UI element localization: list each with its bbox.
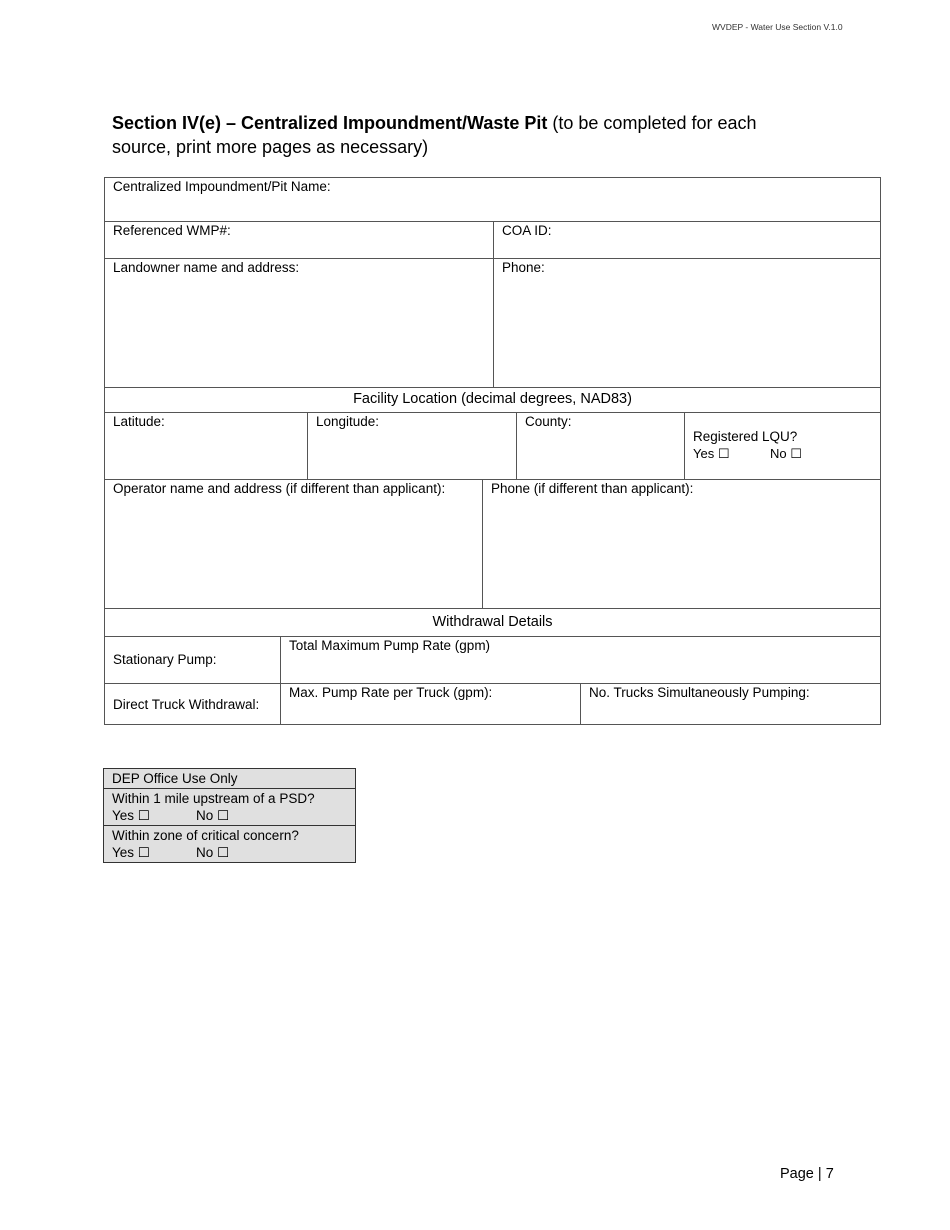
section-title-bold: Section IV(e) – Centralized Impoundment/Waste Pit <box>112 113 548 133</box>
facility-location-heading <box>104 387 881 413</box>
landowner-label: Landowner name and address: <box>113 260 300 275</box>
psd-no-checkbox[interactable]: No ☐ <box>196 808 230 823</box>
pit-name-field[interactable] <box>104 177 881 222</box>
landowner-phone-label: Phone: <box>502 260 545 275</box>
dep-office-use-box <box>103 768 356 863</box>
registered-lqu-label: Registered LQU? <box>693 429 798 444</box>
direct-truck-label: Direct Truck Withdrawal: <box>113 697 260 712</box>
longitude-label: Longitude: <box>316 414 380 429</box>
psd-yes-checkbox[interactable]: Yes ☐ <box>112 808 150 823</box>
direct-truck-cell <box>104 683 281 725</box>
critical-question-row <box>104 826 355 862</box>
header-version-note: WVDEP - Water Use Section V.1.0 <box>712 22 843 32</box>
psd-question-row <box>104 789 355 826</box>
longitude-field[interactable] <box>307 412 517 480</box>
pit-name-label: Centralized Impoundment/Pit Name: <box>113 179 331 194</box>
operator-field[interactable] <box>104 479 483 609</box>
landowner-phone-field[interactable] <box>493 258 881 388</box>
max-pump-rate-truck-label: Max. Pump Rate per Truck (gpm): <box>289 685 493 700</box>
section-title <box>112 111 812 159</box>
max-pump-rate-truck-field[interactable] <box>280 683 581 725</box>
total-max-pump-rate-label: Total Maximum Pump Rate (gpm) <box>289 638 491 653</box>
stationary-pump-label: Stationary Pump: <box>113 652 217 667</box>
psd-question: Within 1 mile upstream of a PSD? <box>112 791 315 806</box>
registered-lqu-field <box>684 412 881 480</box>
withdrawal-details-heading-text: Withdrawal Details <box>432 614 553 630</box>
latitude-field[interactable] <box>104 412 308 480</box>
trucks-simultaneous-field[interactable] <box>580 683 881 725</box>
coa-id-label: COA ID: <box>502 223 552 238</box>
critical-question: Within zone of critical concern? <box>112 828 299 843</box>
operator-phone-label: Phone (if different than applicant): <box>491 481 694 496</box>
lqu-yes-checkbox[interactable]: Yes ☐ <box>693 446 730 461</box>
landowner-field[interactable] <box>104 258 494 388</box>
critical-no-checkbox[interactable]: No ☐ <box>196 845 230 860</box>
wmp-label: Referenced WMP#: <box>113 223 231 238</box>
county-label: County: <box>525 414 572 429</box>
operator-phone-field[interactable] <box>482 479 881 609</box>
coa-id-field[interactable] <box>493 221 881 259</box>
facility-location-heading-text: Facility Location (decimal degrees, NAD83) <box>353 391 632 407</box>
operator-label: Operator name and address (if different than applicant): <box>113 481 446 496</box>
county-field[interactable] <box>516 412 685 480</box>
office-use-heading: DEP Office Use Only <box>104 769 355 789</box>
trucks-simultaneous-label: No. Trucks Simultaneously Pumping: <box>589 685 810 700</box>
wmp-field[interactable] <box>104 221 494 259</box>
section-title-instructions: (to be completed for each source, print more pages as necessary) <box>112 113 757 157</box>
withdrawal-details-heading <box>104 608 881 637</box>
page-number: Page | 7 <box>780 1166 834 1182</box>
total-max-pump-rate-field[interactable] <box>280 636 881 684</box>
latitude-label: Latitude: <box>113 414 165 429</box>
stationary-pump-cell <box>104 636 281 684</box>
lqu-no-checkbox[interactable]: No ☐ <box>770 446 802 461</box>
critical-yes-checkbox[interactable]: Yes ☐ <box>112 845 150 860</box>
